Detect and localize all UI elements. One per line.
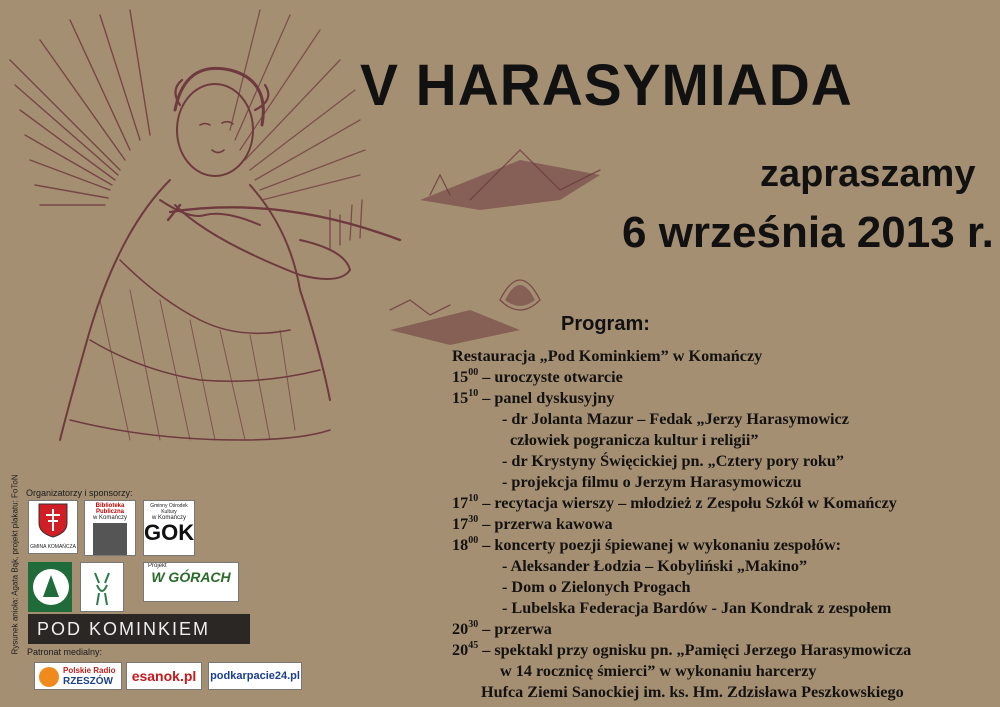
media-patrons-label: Patronat medialny:: [27, 647, 103, 657]
organizers-label: Organizatorzy i sponsorzy:: [26, 488, 133, 498]
schedule-time: [452, 620, 478, 638]
schedule-minute: 10: [468, 493, 479, 504]
event-title: V HARASYMIADA: [360, 53, 853, 118]
schedule-line: [452, 493, 997, 514]
schedule-time: [452, 389, 478, 407]
schedule-line: [452, 619, 997, 640]
schedule-text: – przerwa kawowa: [478, 515, 613, 533]
schedule-line: [452, 640, 997, 661]
program-heading: Program:: [561, 313, 650, 335]
schedule-hour: 15: [452, 389, 469, 407]
esanok-logo: esanok.pl: [126, 662, 202, 690]
invitation-text: zapraszamy: [760, 153, 976, 195]
schedule-time: [452, 536, 478, 554]
schedule-text: człowiek pogranicza kultur i religii”: [510, 431, 759, 449]
schedule-hour: 20: [452, 620, 469, 638]
schedule-line: [452, 535, 997, 556]
schedule-line: [452, 388, 997, 409]
schedule-text: - Lubelska Federacja Bardów - Jan Kondrak z zespołem: [502, 599, 892, 617]
schedule-text: Restauracja „Pod Kominkiem” w Komańczy: [452, 347, 763, 365]
schedule-text: – uroczyste otwarcie: [478, 368, 623, 386]
schedule-minute: 30: [468, 514, 479, 525]
schedule-hour: 17: [452, 515, 469, 533]
schedule-minute: 00: [468, 367, 479, 378]
schedule-line: [452, 346, 997, 367]
schedule-line: [452, 577, 997, 598]
schedule-text: - dr Jolanta Mazur – Fedak „Jerzy Harasymowicz: [502, 410, 849, 428]
schedule-minute: 30: [468, 619, 479, 630]
schedule-line: [452, 598, 997, 619]
schedule-text: – recytacja wierszy – młodzież z Zespołu Szkół w Komańczy: [478, 494, 897, 512]
schedule-text: – przerwa: [478, 620, 552, 638]
schedule-hour: 20: [452, 641, 469, 659]
schedule-text: - projekcja filmu o Jerzym Harasymowiczu: [502, 473, 802, 491]
schedule-time: [452, 641, 478, 659]
schedule-minute: 00: [468, 535, 479, 546]
schedule-minute: 10: [468, 388, 479, 399]
schedule-time: [452, 368, 478, 386]
gok-logo: Gminny Ośrodek Kultury w Komańczy GOK: [143, 500, 195, 556]
deer-icon: [81, 563, 123, 611]
schedule-text: – panel dyskusyjny: [478, 389, 615, 407]
schedule-text: – spektakl przy ognisku pn. „Pamięci Jerzego Harasymowicza: [478, 641, 912, 659]
schedule-hour: 17: [452, 494, 469, 512]
schedule-line: [452, 367, 997, 388]
schedule-line: [452, 556, 997, 577]
program-schedule: [452, 346, 997, 703]
pod-kominkiem-logo: POD KOMINKIEM: [28, 614, 250, 644]
schedule-line: [452, 430, 997, 451]
library-logo: Biblioteka Publiczna w Komańczy: [84, 500, 136, 556]
schedule-line: [452, 682, 997, 703]
radio-circle-icon: [38, 666, 60, 688]
w-gorach-logo: Projekt W GÓRACH: [143, 562, 239, 602]
illustration-credit: Rysunek anioła: Agata Bąk, projekt plakatu: FoToN: [10, 474, 20, 655]
schedule-time: [452, 515, 478, 533]
schedule-text: – koncerty poezji śpiewanej w wykonaniu zespołów:: [478, 536, 842, 554]
schedule-hour: 18: [452, 536, 469, 554]
portrait-image: [93, 523, 127, 556]
event-date: 6 września 2013 r.: [622, 208, 994, 257]
polskie-radio-logo: Polskie Radio RZESZÓW: [34, 662, 122, 690]
schedule-text: - Aleksander Łodzia – Kobyliński „Makino”: [502, 557, 808, 575]
state-forests-logo: [28, 562, 72, 612]
schedule-line: [452, 514, 997, 535]
schedule-line: [452, 661, 997, 682]
schedule-line: [452, 409, 997, 430]
schedule-line: [452, 451, 997, 472]
schedule-minute: 45: [468, 640, 479, 651]
schedule-text: Hufca Ziemi Sanockiej im. ks. Hm. Zdzisława Peszkowskiego: [481, 683, 904, 701]
deer-logo: [80, 562, 124, 612]
coat-of-arms-icon: [29, 501, 77, 539]
schedule-text: w 14 rocznicę śmierci” w wykonaniu harcerzy: [500, 662, 817, 680]
schedule-time: [452, 494, 478, 512]
podkarpacie24-logo: podkarpacie24.pl: [208, 662, 302, 690]
schedule-text: - dr Krystyny Święcickiej pn. „Cztery pory roku”: [502, 452, 845, 470]
schedule-hour: 15: [452, 368, 469, 386]
schedule-text: - Dom o Zielonych Progach: [502, 578, 691, 596]
gmina-komancza-logo: GMINA KOMAŃCZA: [28, 500, 78, 554]
schedule-line: [452, 472, 997, 493]
tree-icon: [29, 563, 72, 612]
